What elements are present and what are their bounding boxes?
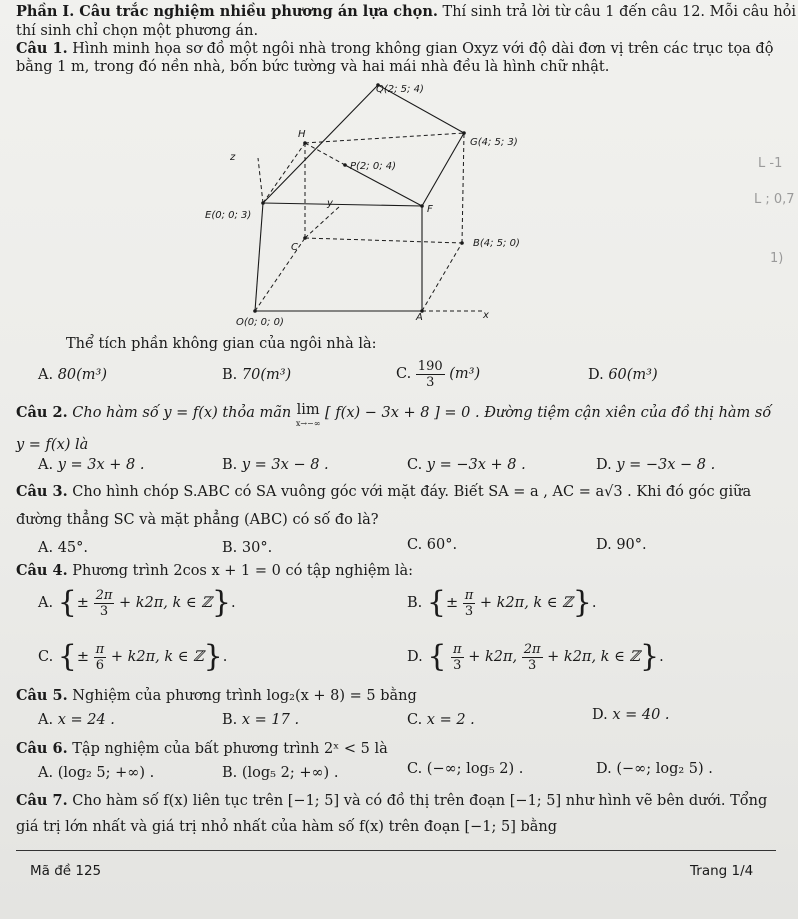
q5-label: Câu 5.	[16, 687, 68, 704]
option-letter: D.	[592, 707, 608, 723]
limit	[296, 404, 321, 430]
right-brace: }	[211, 585, 231, 620]
option-value: 60°.	[426, 537, 458, 553]
part-instruction: Thí sinh trả lời từ câu 1 đến câu 12. Mỗi câu hỏi	[442, 4, 797, 20]
fraction	[416, 359, 445, 390]
q1-option-a[interactable]	[38, 366, 107, 384]
option-letter: C.	[396, 366, 412, 382]
q6-option-c[interactable]	[407, 760, 523, 778]
option-letter: C.	[407, 761, 423, 777]
lim-word: lim	[296, 402, 320, 418]
option-mid: + k2π,	[468, 649, 518, 665]
q7-stem-line2: giá trị lớn nhất và giá trị nhỏ nhất của hàm số f(x) trên đoạn [−1; 5] bằng	[16, 819, 558, 835]
q1-option-d[interactable]	[588, 366, 658, 384]
q5-option-c[interactable]	[407, 711, 475, 729]
label-x: x	[483, 310, 489, 321]
q6-option-a[interactable]	[38, 764, 154, 782]
q3-stem-line2: đường thẳng SC và mặt phẳng (ABC) có số đo là?	[16, 512, 379, 528]
q4-stem	[16, 562, 413, 580]
q3-label: Câu 3.	[16, 483, 68, 500]
q2-option-a[interactable]	[38, 456, 144, 474]
q6-option-b[interactable]	[222, 764, 338, 782]
q2-stem-line1	[16, 404, 771, 430]
numerator: 190	[417, 358, 443, 374]
q2-option-c[interactable]	[407, 456, 526, 474]
option-letter: A.	[38, 367, 54, 383]
option-value: 90°.	[616, 537, 647, 553]
option-value: x = 24 .	[57, 712, 115, 728]
option-letter: D.	[596, 537, 612, 553]
margin-note-3: 1)	[770, 251, 784, 266]
left-brace: {	[57, 585, 77, 620]
q2-option-b[interactable]	[222, 456, 329, 474]
option-letter: A.	[38, 595, 54, 611]
option-value: 30°.	[241, 540, 273, 556]
q5-option-a[interactable]	[38, 711, 115, 729]
q6-option-d[interactable]	[596, 760, 713, 778]
option-letter: B.	[222, 367, 238, 383]
q1-option-c[interactable]	[396, 354, 480, 394]
option-value: y = −3x + 8 .	[426, 457, 526, 473]
option-letter: A.	[38, 540, 54, 556]
option-tail: + k2π, k ∈ ℤ	[479, 595, 573, 611]
option-letter: D.	[596, 761, 612, 777]
footer-divider	[16, 850, 776, 851]
left-brace: {	[57, 639, 77, 674]
right-brace: }	[203, 639, 223, 674]
q3-option-d[interactable]	[596, 536, 647, 554]
option-tail: + k2π, k ∈ ℤ	[547, 649, 640, 665]
option-letter: D.	[596, 457, 612, 473]
option-value: y = 3x − 8 .	[241, 457, 329, 473]
q4-label: Câu 4.	[16, 562, 68, 579]
label-H: H	[298, 129, 306, 140]
q3-stem-line1	[16, 483, 751, 501]
fraction	[94, 588, 115, 619]
option-letter: B.	[222, 765, 238, 781]
q5-option-d[interactable]	[592, 706, 670, 724]
q2-label: Câu 2.	[16, 404, 68, 421]
q2-option-d[interactable]	[596, 456, 715, 474]
right-brace: }	[640, 639, 660, 674]
q1-text-1: Hình minh họa sơ đồ một ngôi nhà trong không gian Oxyz với độ dài đơn vị trên các trục tọa độ	[72, 41, 774, 57]
q4-option-c[interactable]: C. {± $\frac{\pi}{6}$ + k2π, k ∈ ℤ}.	[38, 639, 228, 674]
option-letter: C.	[407, 457, 423, 473]
q4-option-b[interactable]: B. {± $\frac{\pi}{3}$ + k2π, k ∈ ℤ}.	[407, 585, 597, 620]
option-tail: + k2π, k ∈ ℤ	[110, 649, 204, 665]
q3-text-1: Cho hình chóp S.ABC có SA vuông góc với mặt đáy. Biết SA = a , AC = a√3 . Khi đó góc giữa	[72, 484, 752, 500]
q6-label: Câu 6.	[16, 740, 68, 757]
q3-option-b[interactable]	[222, 539, 272, 557]
denominator: 6	[95, 657, 105, 673]
q6-text: Tập nghiệm của bất phương trình 2ˣ < 5 là	[72, 741, 388, 757]
plus-minus: ±	[445, 595, 459, 611]
option-value: (−∞; log₅ 2) .	[426, 761, 524, 777]
plus-minus: ±	[76, 649, 90, 665]
q7-text-1: Cho hàm số f(x) liên tục trên [−1; 5] và có đồ thị trên đoạn [−1; 5] như hình vẽ bên dưới. Tổng	[72, 793, 768, 809]
numerator: π	[464, 587, 474, 603]
label-E: E(0; 0; 3)	[205, 210, 252, 221]
label-O: O(0; 0; 0)	[236, 317, 284, 328]
option-letter: B.	[222, 457, 238, 473]
option-value: (−∞; log₂ 5) .	[616, 761, 713, 777]
option-letter: C.	[38, 649, 54, 665]
q2-stem-line2: y = f(x) là	[16, 437, 89, 453]
plus-minus: ±	[76, 595, 89, 611]
numerator: 2π	[95, 587, 113, 603]
option-letter: A.	[38, 765, 54, 781]
option-value: x = 17 .	[241, 712, 300, 728]
option-value: (log₅ 2; +∞) .	[241, 765, 339, 781]
label-C: C	[291, 242, 298, 253]
option-value: x = 40 .	[612, 707, 670, 723]
label-y: y	[327, 198, 333, 209]
label-B: B(4; 5; 0)	[473, 238, 520, 249]
q5-stem	[16, 687, 417, 705]
option-letter: A.	[38, 457, 54, 473]
part-instruction-cont: thí sinh chỉ chọn một phương án.	[16, 23, 259, 39]
label-z: z	[230, 152, 236, 163]
option-letter: B.	[407, 595, 423, 611]
option-value: 80(m³)	[57, 367, 108, 383]
part-title: Phần I. Câu trắc nghiệm nhiều phương án lựa chọn.	[16, 3, 438, 20]
page-number: Trang 1/4	[690, 863, 754, 879]
option-letter: C.	[407, 712, 423, 728]
option-value: y = 3x + 8 .	[57, 457, 145, 473]
option-letter: A.	[38, 712, 54, 728]
margin-note-2: L ; 0,7	[754, 192, 795, 207]
fraction-2	[522, 642, 543, 673]
numerator: 2π	[523, 641, 541, 657]
option-letter: C.	[407, 537, 423, 553]
exam-code: Mã đề 125	[30, 863, 102, 879]
denominator: 3	[464, 603, 474, 619]
option-value: 70(m³)	[241, 367, 292, 383]
label-F: F	[427, 204, 433, 215]
option-letter: B.	[222, 540, 238, 556]
q5-option-b[interactable]	[222, 711, 299, 729]
label-Q: Q(2; 5; 4)	[376, 84, 424, 95]
fraction-1	[451, 642, 464, 673]
label-P: P(2; 0; 4)	[350, 161, 397, 172]
q3-option-c[interactable]	[407, 536, 457, 554]
option-value: (log₂ 5; +∞) .	[57, 765, 155, 781]
house-diagram	[190, 78, 520, 328]
q1-label: Câu 1.	[16, 40, 68, 57]
option-letter: B.	[222, 712, 238, 728]
q4-option-a[interactable]: A. {± $\frac{2\pi}{3}$ + k2π, k ∈ ℤ}.	[38, 585, 236, 620]
q5-text: Nghiệm của phương trình log₂(x + 8) = 5 bằng	[72, 688, 417, 704]
margin-note-1: L -1	[758, 156, 783, 171]
q7-label: Câu 7.	[16, 792, 68, 809]
denominator: 3	[453, 657, 462, 673]
option-tail: + k2π, k ∈ ℤ	[119, 595, 212, 611]
q1-question: Thể tích phần không gian của ngôi nhà là:	[66, 336, 377, 352]
q2-text-a: Cho hàm số y = f(x) thỏa mãn	[72, 405, 292, 421]
denominator: 3	[99, 603, 109, 619]
fraction	[463, 588, 476, 619]
q4-option-d[interactable]: D. { $\frac{\pi}{3}$ + k2π, $\frac{2\pi}{3}$ + k2π, k ∈ ℤ}.	[407, 639, 664, 674]
option-value: 60(m³)	[608, 367, 658, 383]
label-G: G(4; 5; 3)	[470, 137, 518, 148]
right-brace: }	[572, 585, 592, 620]
option-value: 45°.	[57, 540, 89, 556]
numerator: π	[95, 641, 105, 657]
q1-option-b[interactable]	[222, 366, 291, 384]
numerator: π	[453, 641, 462, 657]
option-value: y = −3x − 8 .	[616, 457, 716, 473]
q1-stem-line1	[16, 40, 773, 58]
q1-stem-line2: bằng 1 m, trong đó nền nhà, bốn bức tường và hai mái nhà đều là hình chữ nhật.	[16, 59, 610, 75]
left-brace: {	[427, 639, 447, 674]
q6-stem	[16, 740, 388, 758]
part-heading	[16, 3, 796, 21]
q2-text-b: [ f(x) − 3x + 8 ] = 0 . Đường tiệm cận xiên của đồ thị hàm số	[325, 405, 772, 421]
q7-stem-line1	[16, 792, 767, 810]
q3-option-a[interactable]	[38, 539, 88, 557]
denominator: 3	[527, 657, 537, 673]
option-letter: D.	[588, 367, 604, 383]
left-brace: {	[426, 585, 446, 620]
option-letter: D.	[407, 649, 423, 665]
lim-subscript: x→−∞	[295, 419, 321, 428]
option-value: x = 2 .	[426, 712, 475, 728]
denominator: 3	[426, 374, 435, 390]
label-A: A	[416, 312, 423, 323]
option-unit: (m³)	[449, 366, 481, 382]
fraction	[94, 642, 107, 673]
q4-text: Phương trình 2cos x + 1 = 0 có tập nghiệm là:	[72, 563, 413, 579]
